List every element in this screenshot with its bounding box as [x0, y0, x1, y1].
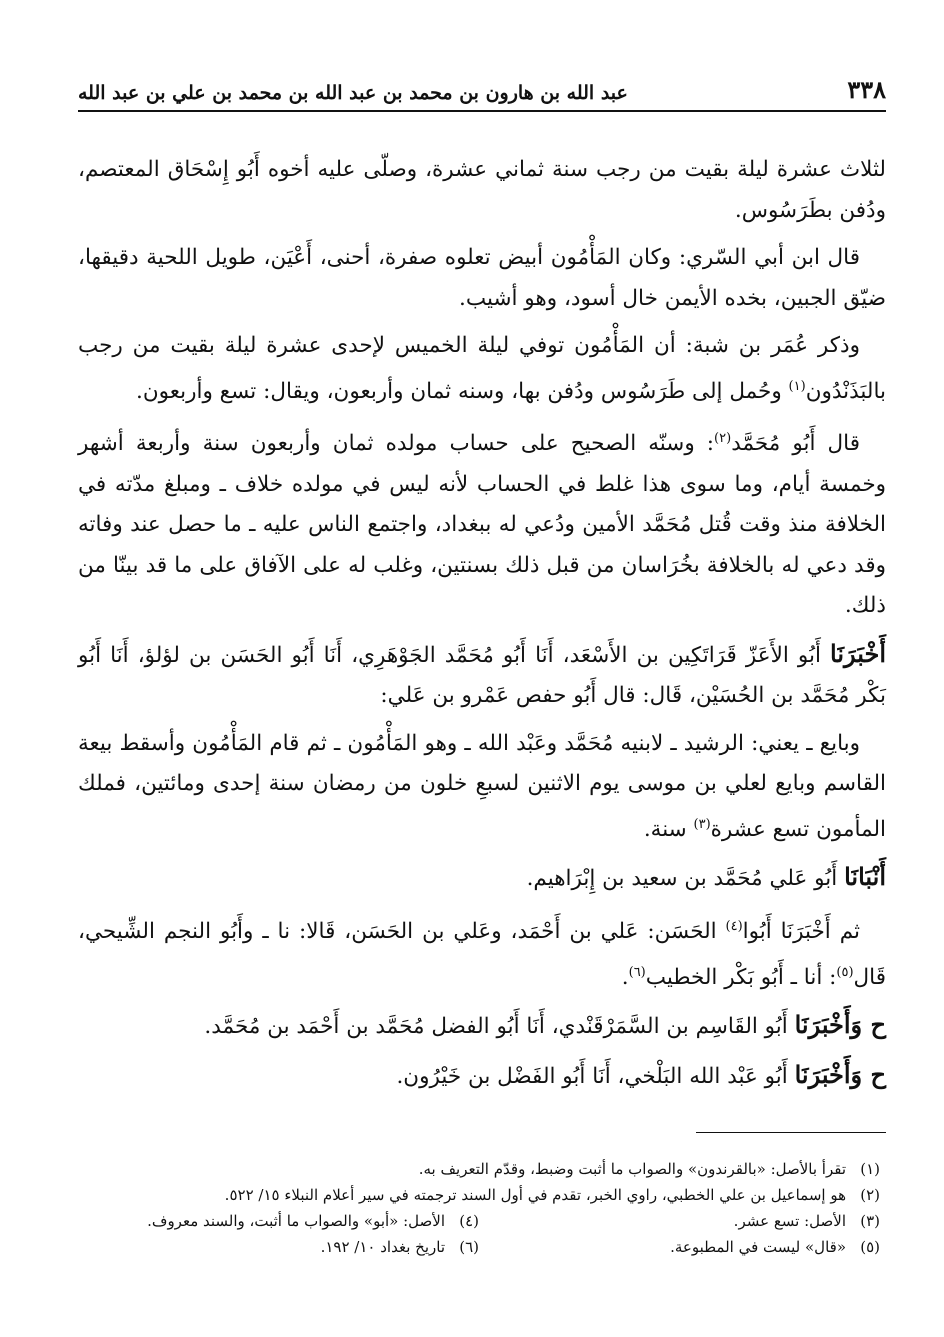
footnote-4-number: (٤)	[459, 1212, 479, 1230]
footnote-row-3-4	[78, 1208, 880, 1234]
paragraph-3-text-b: وحُمل إلى طَرَسُوس ودُفن بها، وسنه ثمان وأربعون، ويقال: تسع وأربعون.	[136, 378, 789, 404]
paragraph-8-text-c: : أنا ـ أَبُو بَكْر الخطيب	[645, 964, 837, 990]
paragraph-7-text: أَبُو عَلي مُحَمَّد بن سعيد بن إِبْرَاهيم.	[526, 866, 845, 892]
paragraph-4-text-a: قال أَبُو مُحَمَّد	[731, 431, 861, 457]
footnote-6	[78, 1234, 479, 1260]
paragraph-2-text: قال ابن أبي السّري: وكان المَأْمُون أبيض تعلوه صفرة، أحنى، أَعْيَن، طويل اللحية دقيقها، ضيّق الجبين، بخده الأيمن خال أسود، وهو أشيب.	[78, 245, 886, 311]
footnote-4	[78, 1208, 479, 1234]
footnote-ref-3: (٣)	[693, 816, 711, 832]
running-title: عبد الله بن هارون بن محمد بن عبد الله بن محمد بن علي بن عبد الله	[78, 82, 628, 104]
footnote-ref-5: (٥)	[836, 964, 854, 980]
paragraph-9-text: أَبُو القَاسِم بن السَّمَرْقَنْدي، أَنَا أَبُو الفضل مُحَمَّد بن أَحْمَد بن مُحَمَّد.	[204, 1014, 795, 1040]
paragraph-4-text-b: : وسنّه الصحيح على حساب مولده ثمان وأربعون سنة وأربعة أشهر وخمسة أيام، وما سوى هذا غلط في الحساب لأنه ليس في مولده خلاف ـ ومبلغ مدّته في الخلافة منذ وقت قُتل مُحَمَّد الأمين ودُعي له ببغداد، واجتمع الناس عليه ـ ما حصل عند وفاته وقد دعي له بالخلافة بخُرَاسان من قبل ذلك بسنتين، وغلب له على الآفاق على ما قد بينّا من ذلك.	[78, 431, 886, 619]
footnote-1-number: (١)	[860, 1160, 880, 1178]
footnote-ref-1: (١)	[788, 378, 806, 394]
isnad-keyword-anbana: أَنْبَانَا	[844, 862, 886, 892]
footnote-3-number: (٣)	[860, 1212, 880, 1230]
footnotes	[78, 1156, 880, 1260]
paragraph-8-text-a: ثم أَخْبَرَنَا أَبُوا	[742, 919, 860, 945]
footnote-row-5-6	[78, 1234, 880, 1260]
footnote-ref-4: (٤)	[725, 918, 743, 934]
footnote-4-text: الأصل: «أبو» والصواب ما أثبت، والسند معروف.	[147, 1212, 445, 1230]
footnote-2-text: هو إسماعيل بن علي الخطبي، راوي الخبر، تقدم في أول السند ترجمته في سير أعلام النبلاء ١٥/ ٥٢٢.	[224, 1186, 846, 1204]
paragraph-5-text: أَبُو الأَعَزّ قَرَاتَكِين بن الأَسْعَد، أَنَا أَبُو مُحَمَّد الجَوْهَرِي، أَنَا أَبُو الحَسَن بن لؤلؤ، أَنَا أَبُو بَكْر مُحَمَّد بن الحُسَيْن، قَال: قال أَبُو حفص عَمْرو بن عَلي:	[78, 642, 886, 709]
paragraph-8-text-d: .	[621, 964, 629, 990]
footnote-6-text: تاريخ بغداد ١٠/ ١٩٢.	[320, 1238, 445, 1256]
footnote-5-number: (٥)	[860, 1238, 880, 1256]
footnote-3-text: الأصل: تسع عشر.	[733, 1212, 846, 1230]
page-header	[78, 68, 886, 112]
footnote-5	[479, 1234, 880, 1260]
isnad-keyword-akhbarana: أَخْبَرَنَا	[830, 638, 886, 668]
paragraph-2	[78, 238, 886, 319]
footnote-2	[78, 1182, 880, 1208]
footnote-3	[479, 1208, 880, 1234]
footnote-5-text: «قال» ليست في المطبوعة.	[670, 1238, 846, 1256]
paragraph-8-text-b: الحَسَن: عَلي بن أَحْمَد، وعَلي بن الحَسَن، قَالا: نا ـ وأَبُو النجم الشِّيحي، قَال	[78, 919, 886, 990]
isnad-keyword-ha-wa-akhbarana-2: ح وَأَخْبَرَنَا	[794, 1059, 886, 1089]
footnote-ref-6: (٦)	[628, 964, 646, 980]
paragraph-10	[78, 1055, 886, 1098]
paragraph-6-text-b: سنة.	[643, 816, 694, 842]
footnote-1	[78, 1156, 880, 1182]
paragraph-7	[78, 857, 886, 900]
paragraph-1-text: لثلاث عشرة ليلة بقيت من رجب سنة ثماني عشرة، وصلّى عليه أخوه أَبُو إِسْحَاق المعتصم، ودُفن بطَرَسُوس.	[78, 157, 886, 223]
paragraph-3-text-a: وذكر عُمَر بن شبة: أن المَأْمُون توفي ليلة الخميس لإحدى عشرة ليلة بقيت من رجب بالبَذَنْدُون	[78, 333, 886, 404]
paragraph-8	[78, 907, 886, 998]
paragraph-3	[78, 326, 886, 412]
footnote-2-number: (٢)	[860, 1186, 880, 1204]
paragraph-6-text-a: وبايع ـ يعني: الرشيد ـ لابنيه مُحَمَّد وعَبْد الله ـ وهو المَأْمُون ـ ثم قام المَأْمُون وأسقط بيعة القاسم وبايع لعلي بن موسى يوم الاثنين لسبعِ خلون من رمضان سنة إحدى ومائتين، فملك المأمون تسع عشرة	[78, 730, 886, 842]
paragraph-5	[78, 634, 886, 717]
paragraph-1	[78, 150, 886, 231]
paragraph-10-text: أَبُو عَبْد الله البَلْخي، أَنَا أَبُو الفَضْل بن خَيْرُون.	[396, 1063, 795, 1089]
page-number: ٣٣٨	[847, 75, 886, 104]
footnote-6-number: (٦)	[459, 1238, 479, 1256]
paragraph-9	[78, 1005, 886, 1048]
isnad-keyword-ha-wa-akhbarana: ح وَأَخْبَرَنَا	[794, 1010, 886, 1040]
footnote-divider	[696, 1132, 886, 1133]
footnote-ref-2: (٢)	[714, 431, 732, 447]
paragraph-4	[78, 419, 886, 627]
paragraph-6	[78, 724, 886, 851]
body-text	[78, 150, 886, 1104]
footnote-1-text: تقرأ بالأصل: «بالقرندون» والصواب ما أثبت وضبط، وقدّم التعريف به.	[418, 1160, 846, 1178]
